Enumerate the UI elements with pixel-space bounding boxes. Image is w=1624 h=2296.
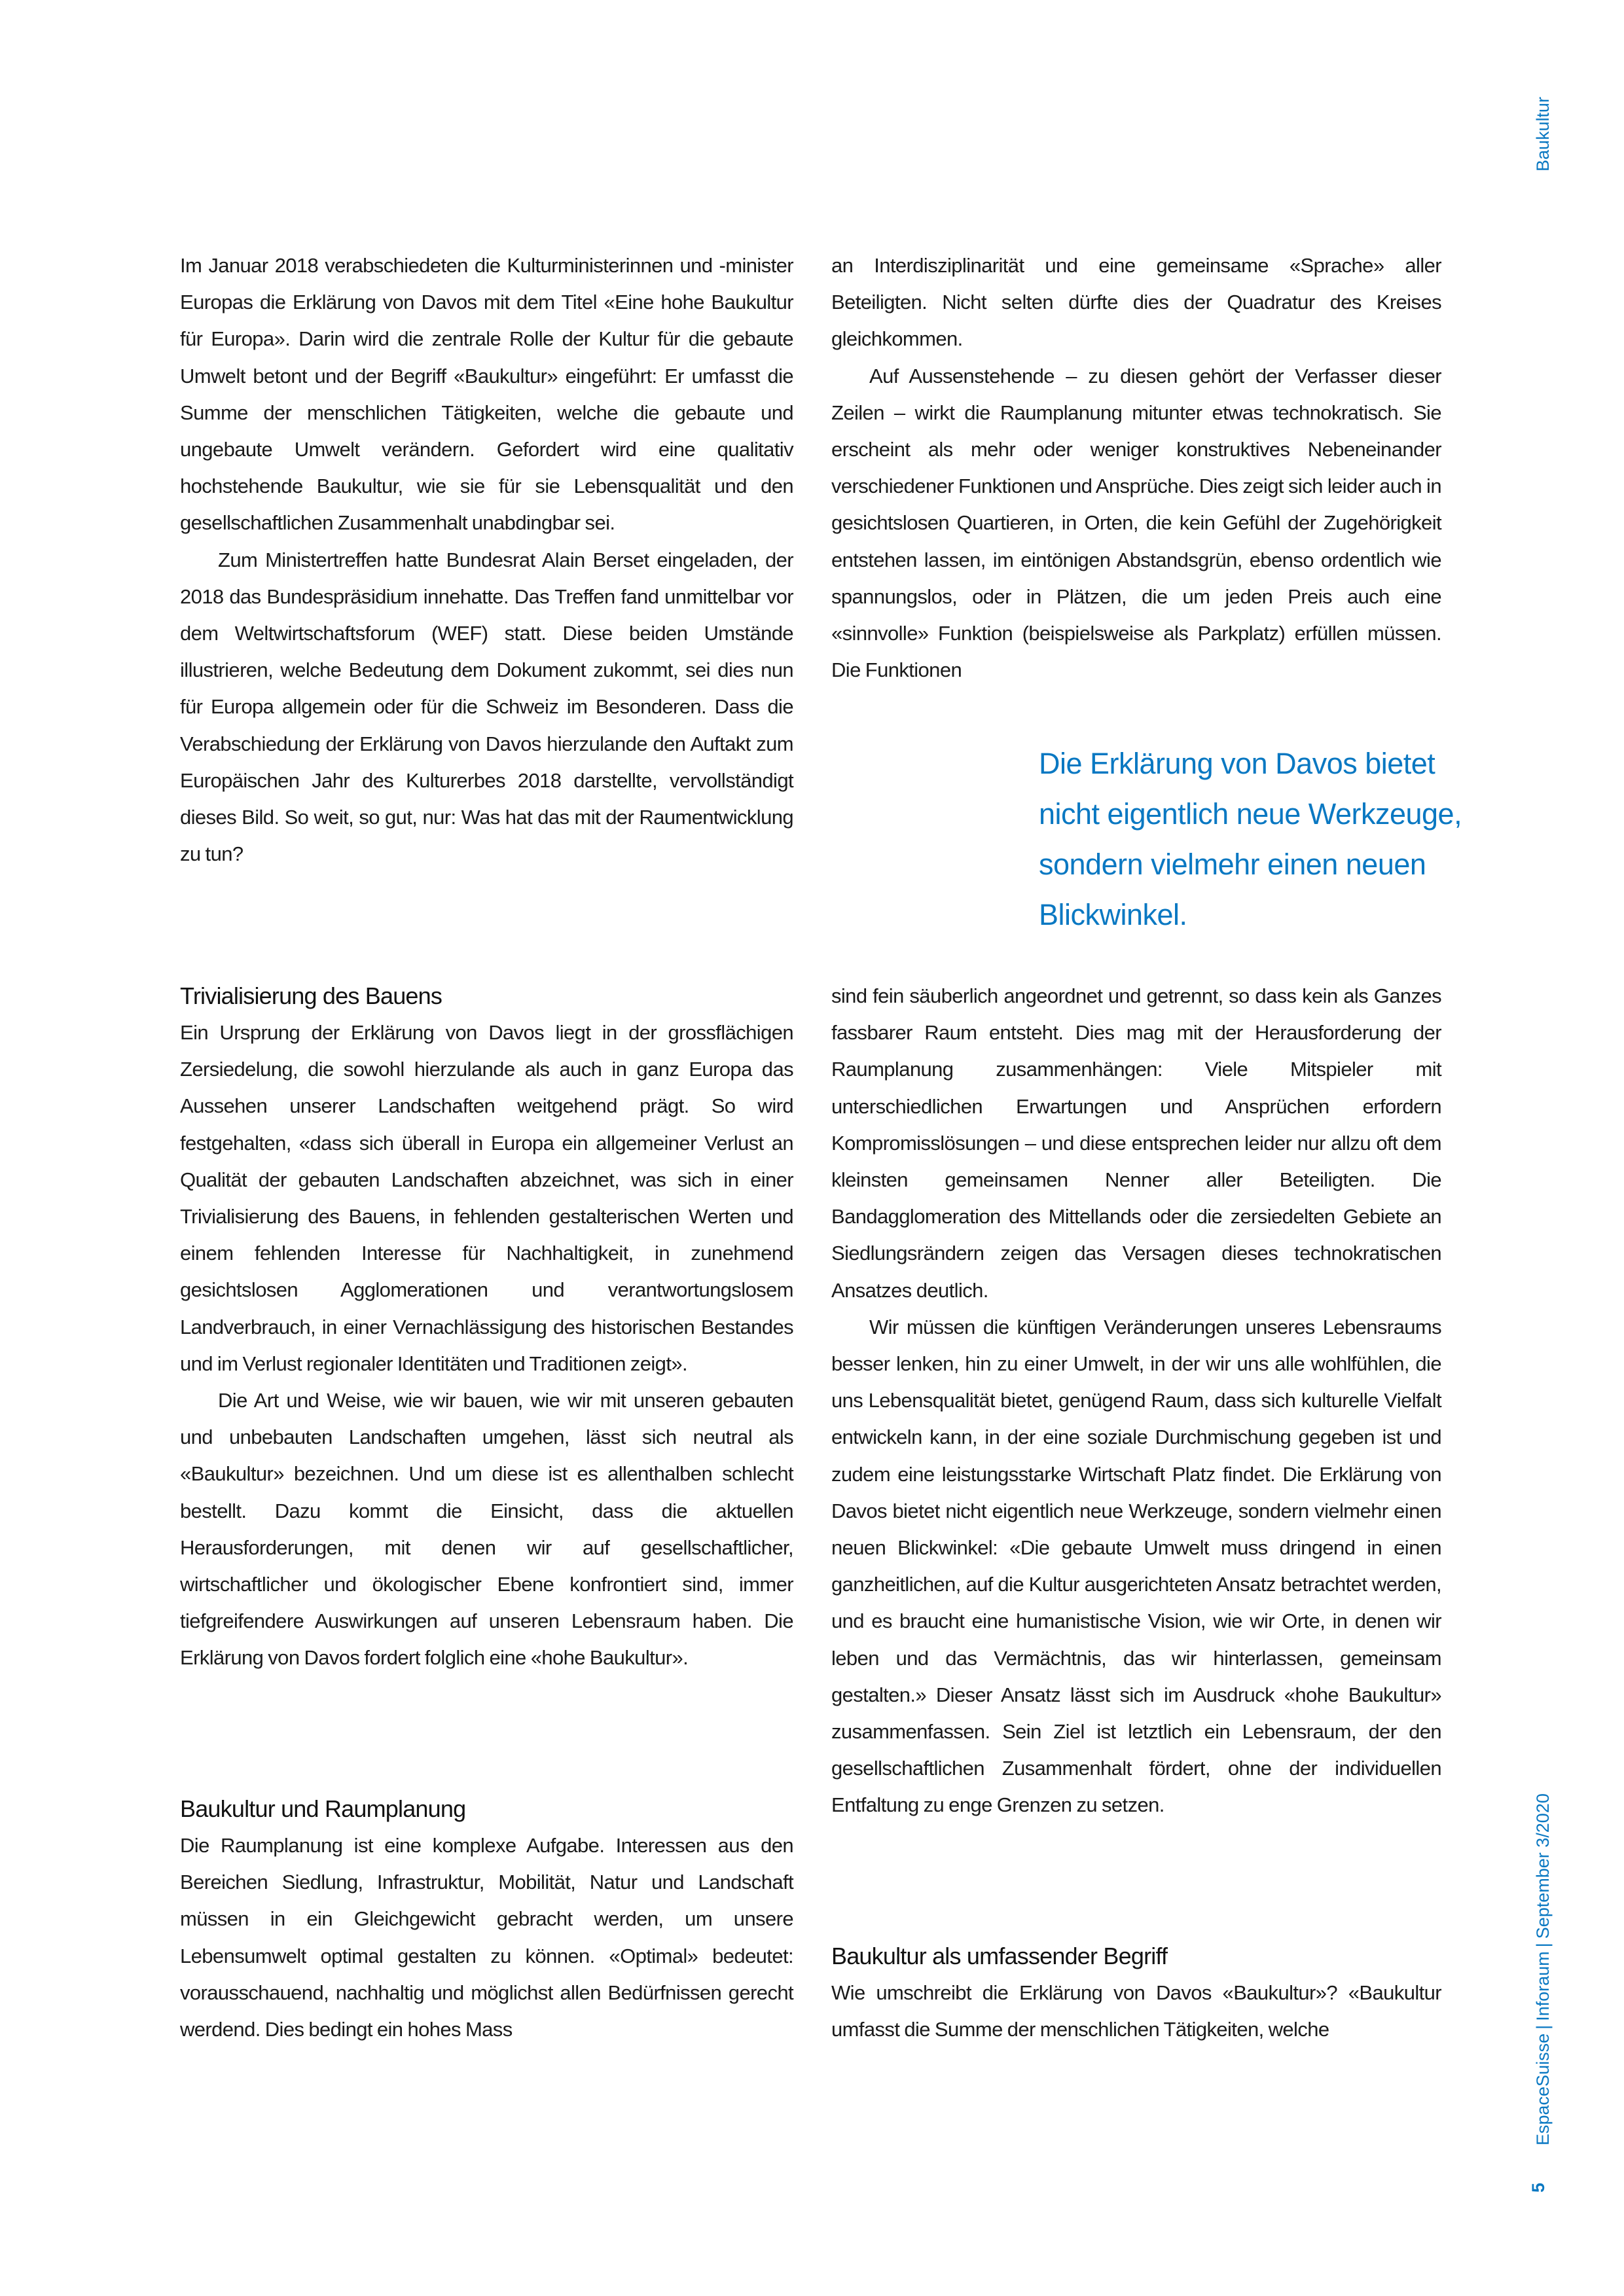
- issue-label: September 3/2020: [1533, 1793, 1553, 1939]
- section-trivialisierung: [180, 978, 793, 1677]
- paragraph-3: sind fein säuberlich angeordnet und getrennt, so dass kein als Ganzes fassbarer Raum entsteht. Dies mag mit der Herausforderung der Raumplanung zusammenhängen: Viele Mitspieler mit unterschiedlichen Erwartungen und Ansprüchen erfordern Kompromisslösungen – und diese entsprechen leider nur allzu oft dem kleinsten gemeinsamen Nenner aller Beteiligten. Die Bandagglomeration des Mittellands oder die zersiedelten Gebiete an Siedlungsrändern zeigen das Versagen dieses technokratischen Ansatzes deutlich.: [831, 984, 1441, 1302]
- paragraph-4: Wir müssen die künftigen Veränderungen unseres Lebensraums besser lenken, hin zu einer Umwelt, in der wir uns alle wohlfühlen, die uns Lebensqualität bietet, genügend Raum, dass sich kulturelle Vielfalt entwickeln kann, in der eine soziale Durchmischung gegeben ist und zudem eine leistungsstarke Wirtschaft Platz findet. Die Erklärung von Davos bietet nicht eigentlich neue Werkzeuge, sondern vielmehr einen neuen Blickwinkel: «Die gebaute Umwelt muss dringend in einen ganzheitlichen, auf die Kultur ausgerichteten Ansatz betrachtet werden, und es braucht eine humanistische Vision, wie wir Orte, in denen wir leben und das Vermächtnis, das wir hinterlassen, gemeinsam gestalten.» Dieser Ansatz lässt sich im Ausdruck «hohe Baukultur» zusammenfassen. Sein Ziel ist letztlich ein Lebensraum, der den gesellschaftlichen Zusammenhalt fördert, ohne der individuellen Entfaltung zu enge Grenzen zu setzen.: [831, 1315, 1441, 1817]
- page-number: 5: [1528, 2182, 1548, 2193]
- running-header-section: [1533, 97, 1553, 171]
- pull-quote: [1039, 738, 1562, 940]
- section-paragraph-1: Wie umschreibt die Erklärung von Davos «Baukultur»? «Baukultur umfasst die Summe der menschlichen Tätigkeiten, welche: [831, 1981, 1441, 2041]
- pull-quote-line: Die Erklärung von Davos bietet: [1039, 747, 1435, 780]
- intro-paragraph-1: Im Januar 2018 verabschiedeten die Kulturministerinnen und -minister Europas die Erklärung von Davos mit dem Titel «Eine hohe Baukultur für Europa». Darin wird die zentrale Rolle der Kultur für die gebaute Umwelt betont und der Begriff «Baukultur» eingeführt: Er umfasst die Summe der menschlichen Tätigkeiten, welche die gebaute und ungebaute Umwelt verändern. Gefordert wird eine qualitativ hochstehende Baukultur, wie sie für sie Lebensqualität und den gesellschaftlichen Zusammenhalt unabdingbar sei.: [180, 254, 793, 535]
- section-paragraph-2: Die Art und Weise, wie wir bauen, wie wir mit unseren gebauten und unbebauten Landschaften umgehen, lässt sich neutral als «Baukultur» bezeichnen. Und um diese ist es allenthalben schlecht bestellt. Dazu kommt die Einsicht, dass die aktuellen Herausforderungen, mit denen wir auf gesellschaftlicher, wirtschaftlicher und ökologischer Ebene konfrontiert sind, immer tiefgreifendere Auswirkungen auf unseren Lebensraum haben. Die Erklärung von Davos fordert folglich eine «hohe Baukultur».: [180, 1389, 793, 1670]
- section-label: Baukultur: [1533, 96, 1553, 171]
- magazine-name: Inforaum: [1533, 1951, 1553, 2021]
- section-heading: Baukultur und Raumplanung: [180, 1795, 466, 1822]
- footer-publication-info: [1533, 1793, 1553, 2145]
- right-bottom-block: [831, 978, 1441, 1824]
- intro-paragraph-2: Zum Ministertreffen hatte Bundesrat Alain Berset eingeladen, der 2018 das Bundespräsidium innehatte. Das Treffen fand unmittelbar vor dem Weltwirtschaftsforum (WEF) statt. Diese beiden Umstände illustrieren, welche Bedeutung dem Dokument zukommt, sei dies nun für Europa allgemein oder für die Schweiz im Besonderen. Dass die Verabschiedung der Erklärung von Davos hierzulande den Auftakt zum Europäischen Jahr des Kulturerbes 2018 darstellte, vervollständigt dieses Bild. So weit, so gut, nur: Was hat das mit der Raumentwicklung zu tun?: [180, 548, 793, 866]
- section-heading: Baukultur als umfassender Begriff: [831, 1943, 1168, 1969]
- section-baukultur-begriff: [831, 1938, 1441, 2048]
- separator: |: [1533, 2024, 1553, 2030]
- pull-quote-line: Blickwinkel.: [1039, 898, 1187, 931]
- section-paragraph-1: Ein Ursprung der Erklärung von Davos liegt in der grossflächigen Zersiedelung, die sowohl hierzulande als auch in ganz Europa das Aussehen unserer Landschaften weitgehend prägt. So wird festgehalten, «dass sich überall in Europa ein allgemeiner Verlust an Qualität der gebauten Landschaften abzeichnet, was sich in einer Trivialisierung des Bauens, in fehlenden gestalterischen Werten und einem fehlenden Interesse für Nachhaltigkeit, in zunehmend gesichtslosen Agglomerationen und verantwortungslosem Landverbrauch, in einer Vernachlässigung des historischen Bestandes und im Verlust regionaler Identitäten und Traditionen zeigt».: [180, 1021, 793, 1375]
- pull-quote-line: nicht eigentlich neue Werkzeuge,: [1039, 797, 1462, 831]
- intro-block: [180, 247, 793, 872]
- paragraph-2: Auf Aussenstehende – zu diesen gehört der Verfasser dieser Zeilen – wirkt die Raumplanung mitunter etwas technokratisch. Sie erscheint als mehr oder weniger konstruktives Nebeneinander verschiedener Funktionen und Ansprüche. Dies zeigt sich leider auch in gesichtslosen Quartieren, in Orten, die kein Gefühl der Zugehörigkeit entstehen lassen, im eintönigen Abstandsgrün, ebenso ordentlich wie spannungslos, oder in Plätzen, die um jeden Preis auch eine «sinnvolle» Funktion (beispielsweise als Parkplatz) erfüllen müssen. Die Funktionen: [831, 364, 1441, 682]
- section-paragraph-1: Die Raumplanung ist eine komplexe Aufgabe. Interessen aus den Bereichen Siedlung, Infrastruktur, Mobilität, Natur und Landschaft müssen in ein Gleichgewicht gebracht werden, um unsere Lebensumwelt optimal gestalten zu können. «Optimal» bedeutet: vorausschauend, nachhaltig und möglichst allen Bedürfnissen gerecht werdend. Dies bedingt ein hohes Mass: [180, 1834, 793, 2041]
- separator: |: [1533, 1943, 1553, 1948]
- right-top-block: [831, 247, 1441, 689]
- publication-name: EspaceSuisse: [1533, 2033, 1553, 2145]
- section-heading: Trivialisierung des Bauens: [180, 982, 442, 1009]
- section-baukultur-raumplanung: [180, 1791, 793, 2048]
- pull-quote-line: sondern vielmehr einen neuen: [1039, 848, 1426, 881]
- paragraph-1: an Interdisziplinarität und eine gemeinsame «Sprache» aller Beteiligten. Nicht selten dürfte dies der Quadratur des Kreises gleichkommen.: [831, 254, 1441, 351]
